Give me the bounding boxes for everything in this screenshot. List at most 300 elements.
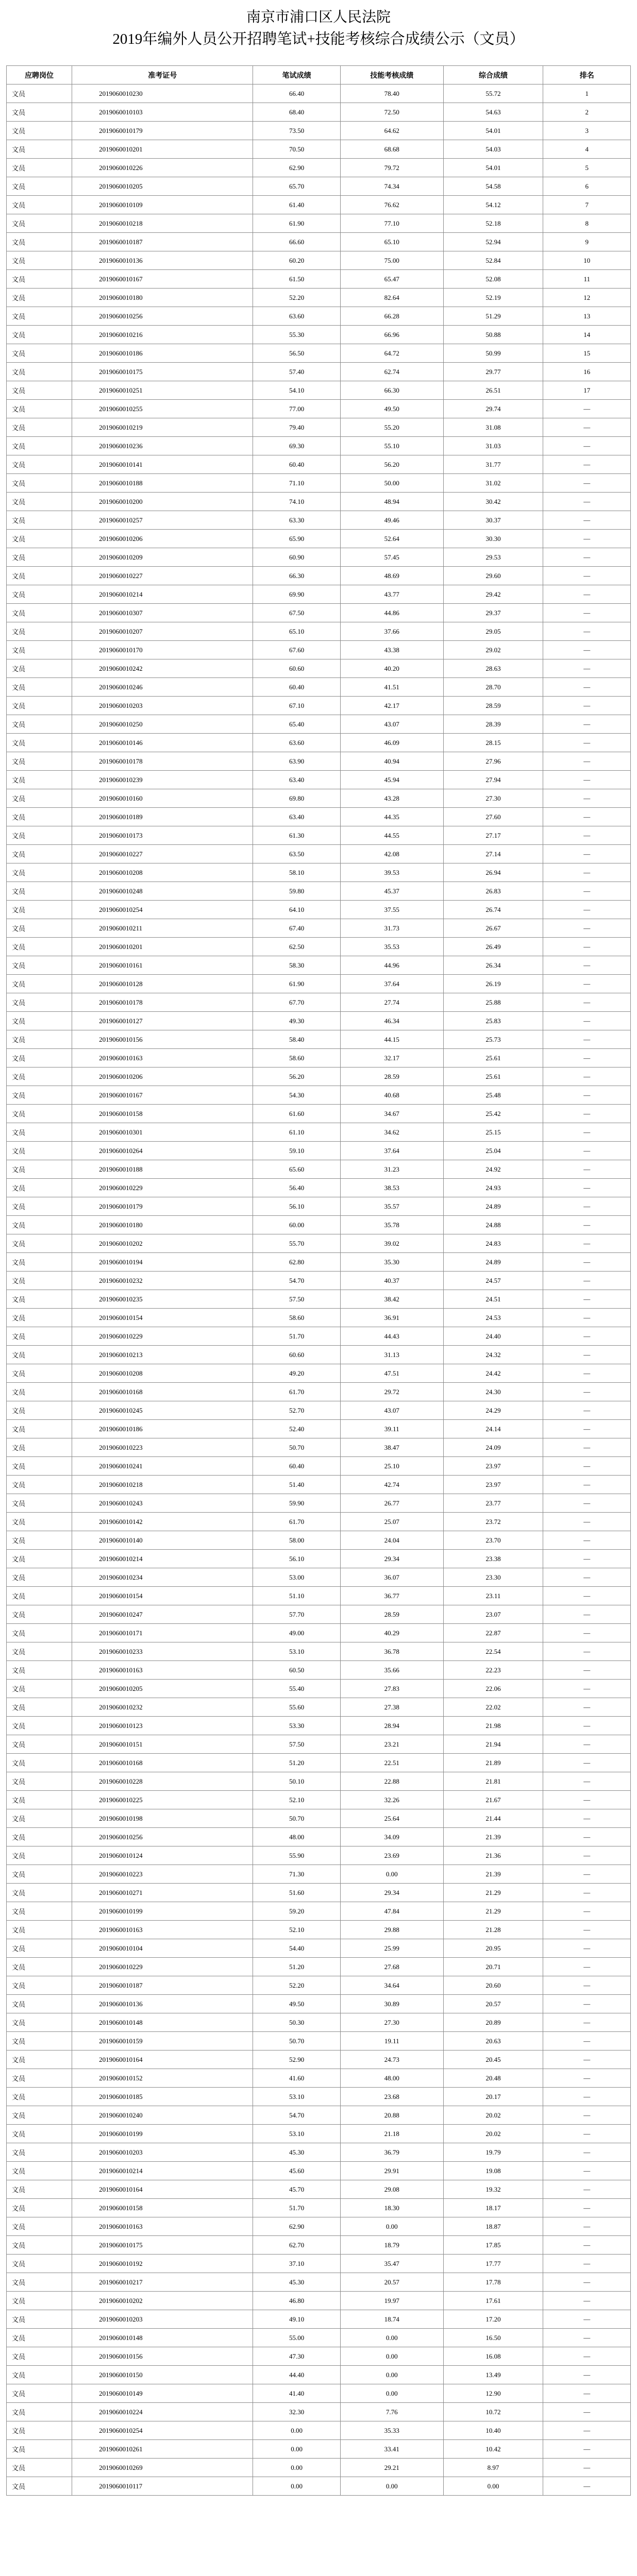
cell-rank: — xyxy=(543,1642,631,1661)
cell-skill-score: 64.72 xyxy=(340,344,443,363)
cell-skill-score: 65.10 xyxy=(340,233,443,251)
cell-written-score: 59.10 xyxy=(253,1142,341,1160)
cell-skill-score: 35.66 xyxy=(340,1661,443,1680)
cell-written-score: 53.30 xyxy=(253,1717,341,1735)
cell-written-score: 45.70 xyxy=(253,2180,341,2199)
cell-total-score: 24.09 xyxy=(443,1438,543,1457)
cell-total-score: 29.74 xyxy=(443,400,543,418)
cell-total-score: 26.34 xyxy=(443,956,543,975)
table-row xyxy=(7,715,631,734)
cell-total-score: 27.94 xyxy=(443,771,543,789)
cell-exam-number: 2019060010189 xyxy=(72,808,253,826)
cell-rank: — xyxy=(543,882,631,901)
cell-total-score: 31.77 xyxy=(443,455,543,474)
cell-total-score: 26.83 xyxy=(443,882,543,901)
cell-skill-score: 40.68 xyxy=(340,1086,443,1105)
cell-exam-number: 2019060010168 xyxy=(72,1754,253,1772)
table-row xyxy=(7,567,631,585)
table-row xyxy=(7,1030,631,1049)
cell-total-score: 27.14 xyxy=(443,845,543,863)
cell-position: 文员 xyxy=(7,2421,72,2440)
cell-total-score: 25.48 xyxy=(443,1086,543,1105)
cell-position: 文员 xyxy=(7,1568,72,1587)
cell-written-score: 74.10 xyxy=(253,493,341,511)
cell-exam-number: 2019060010136 xyxy=(72,251,253,270)
cell-skill-score: 72.50 xyxy=(340,103,443,122)
cell-skill-score: 42.74 xyxy=(340,1476,443,1494)
cell-rank: — xyxy=(543,1476,631,1494)
cell-written-score: 67.70 xyxy=(253,993,341,1012)
cell-written-score: 79.40 xyxy=(253,418,341,437)
table-row xyxy=(7,2347,631,2366)
column-header-exam-number: 准考证号 xyxy=(72,66,253,84)
table-row xyxy=(7,2384,631,2403)
table-row xyxy=(7,307,631,326)
cell-exam-number: 2019060010163 xyxy=(72,1921,253,1939)
cell-written-score: 60.60 xyxy=(253,659,341,678)
cell-skill-score: 31.23 xyxy=(340,1160,443,1179)
cell-total-score: 24.40 xyxy=(443,1327,543,1346)
table-row xyxy=(7,251,631,270)
cell-total-score: 51.29 xyxy=(443,307,543,326)
table-row xyxy=(7,1160,631,1179)
cell-total-score: 26.49 xyxy=(443,938,543,956)
cell-position: 文员 xyxy=(7,1976,72,1995)
cell-skill-score: 36.07 xyxy=(340,1568,443,1587)
table-row xyxy=(7,752,631,771)
cell-total-score: 26.74 xyxy=(443,901,543,919)
cell-rank: 2 xyxy=(543,103,631,122)
cell-exam-number: 2019060010224 xyxy=(72,2403,253,2421)
cell-position: 文员 xyxy=(7,641,72,659)
table-row xyxy=(7,808,631,826)
cell-skill-score: 24.73 xyxy=(340,2050,443,2069)
cell-rank: — xyxy=(543,2088,631,2106)
cell-skill-score: 7.76 xyxy=(340,2403,443,2421)
cell-written-score: 54.40 xyxy=(253,1939,341,1958)
table-row xyxy=(7,2050,631,2069)
table-row xyxy=(7,437,631,455)
cell-position: 文员 xyxy=(7,2069,72,2088)
cell-position: 文员 xyxy=(7,1253,72,1272)
cell-position: 文员 xyxy=(7,511,72,530)
cell-position: 文员 xyxy=(7,2329,72,2347)
cell-exam-number: 2019060010161 xyxy=(72,956,253,975)
cell-total-score: 29.77 xyxy=(443,363,543,381)
cell-position: 文员 xyxy=(7,381,72,400)
cell-written-score: 69.30 xyxy=(253,437,341,455)
cell-rank: — xyxy=(543,1105,631,1123)
cell-exam-number: 2019060010192 xyxy=(72,2255,253,2273)
table-row xyxy=(7,177,631,196)
cell-exam-number: 2019060010124 xyxy=(72,1846,253,1865)
cell-exam-number: 2019060010163 xyxy=(72,1661,253,1680)
table-row xyxy=(7,1754,631,1772)
cell-exam-number: 2019060010205 xyxy=(72,177,253,196)
cell-written-score: 62.80 xyxy=(253,1253,341,1272)
cell-written-score: 65.40 xyxy=(253,715,341,734)
cell-rank: — xyxy=(543,2032,631,2050)
table-row xyxy=(7,1735,631,1754)
cell-total-score: 23.97 xyxy=(443,1457,543,1476)
table-row xyxy=(7,2273,631,2292)
cell-skill-score: 27.30 xyxy=(340,2013,443,2032)
cell-written-score: 52.40 xyxy=(253,1420,341,1438)
cell-position: 文员 xyxy=(7,1958,72,1976)
cell-total-score: 29.02 xyxy=(443,641,543,659)
cell-position: 文员 xyxy=(7,1921,72,1939)
cell-rank: — xyxy=(543,2143,631,2162)
cell-written-score: 55.00 xyxy=(253,2329,341,2347)
cell-position: 文员 xyxy=(7,177,72,196)
cell-position: 文员 xyxy=(7,659,72,678)
cell-rank: 17 xyxy=(543,381,631,400)
cell-written-score: 60.40 xyxy=(253,1457,341,1476)
cell-position: 文员 xyxy=(7,2199,72,2217)
cell-rank: — xyxy=(543,2459,631,2477)
cell-skill-score: 40.94 xyxy=(340,752,443,771)
cell-skill-score: 43.28 xyxy=(340,789,443,808)
cell-total-score: 25.83 xyxy=(443,1012,543,1030)
table-row xyxy=(7,1717,631,1735)
cell-total-score: 20.60 xyxy=(443,1976,543,1995)
cell-written-score: 66.40 xyxy=(253,84,341,103)
cell-rank: — xyxy=(543,863,631,882)
cell-written-score: 60.20 xyxy=(253,251,341,270)
cell-written-score: 0.00 xyxy=(253,2477,341,2496)
cell-skill-score: 32.26 xyxy=(340,1791,443,1809)
cell-skill-score: 66.30 xyxy=(340,381,443,400)
cell-rank: 14 xyxy=(543,326,631,344)
cell-position: 文员 xyxy=(7,363,72,381)
cell-total-score: 21.98 xyxy=(443,1717,543,1735)
cell-total-score: 29.05 xyxy=(443,622,543,641)
cell-written-score: 58.10 xyxy=(253,863,341,882)
cell-total-score: 25.73 xyxy=(443,1030,543,1049)
cell-exam-number: 2019060010202 xyxy=(72,1234,253,1253)
cell-exam-number: 2019060010230 xyxy=(72,84,253,103)
cell-total-score: 19.08 xyxy=(443,2162,543,2180)
cell-exam-number: 2019060010240 xyxy=(72,2106,253,2125)
cell-exam-number: 2019060010123 xyxy=(72,1717,253,1735)
cell-exam-number: 2019060010248 xyxy=(72,882,253,901)
cell-position: 文员 xyxy=(7,1290,72,1309)
cell-written-score: 52.10 xyxy=(253,1921,341,1939)
cell-total-score: 29.53 xyxy=(443,548,543,567)
cell-total-score: 16.08 xyxy=(443,2347,543,2366)
cell-skill-score: 36.79 xyxy=(340,2143,443,2162)
table-row xyxy=(7,400,631,418)
cell-position: 文员 xyxy=(7,1828,72,1846)
cell-exam-number: 2019060010229 xyxy=(72,1327,253,1346)
cell-written-score: 49.30 xyxy=(253,1012,341,1030)
cell-exam-number: 2019060010203 xyxy=(72,2143,253,2162)
table-row xyxy=(7,697,631,715)
cell-position: 文员 xyxy=(7,326,72,344)
cell-total-score: 21.29 xyxy=(443,1902,543,1921)
cell-position: 文员 xyxy=(7,1067,72,1086)
cell-position: 文员 xyxy=(7,214,72,233)
table-row xyxy=(7,938,631,956)
cell-skill-score: 27.83 xyxy=(340,1680,443,1698)
cell-skill-score: 39.11 xyxy=(340,1420,443,1438)
cell-position: 文员 xyxy=(7,1754,72,1772)
cell-exam-number: 2019060010175 xyxy=(72,363,253,381)
table-row xyxy=(7,1605,631,1624)
cell-written-score: 52.20 xyxy=(253,1976,341,1995)
cell-written-score: 63.60 xyxy=(253,734,341,752)
cell-position: 文员 xyxy=(7,1030,72,1049)
table-row xyxy=(7,1401,631,1420)
cell-total-score: 31.08 xyxy=(443,418,543,437)
table-row xyxy=(7,289,631,307)
cell-skill-score: 66.96 xyxy=(340,326,443,344)
cell-position: 文员 xyxy=(7,2310,72,2329)
cell-rank: — xyxy=(543,1958,631,1976)
cell-written-score: 49.00 xyxy=(253,1624,341,1642)
cell-rank: — xyxy=(543,2069,631,2088)
cell-skill-score: 28.59 xyxy=(340,1605,443,1624)
table-row xyxy=(7,622,631,641)
cell-position: 文员 xyxy=(7,1884,72,1902)
cell-written-score: 51.20 xyxy=(253,1754,341,1772)
cell-total-score: 20.17 xyxy=(443,2088,543,2106)
cell-total-score: 55.72 xyxy=(443,84,543,103)
cell-total-score: 52.94 xyxy=(443,233,543,251)
cell-exam-number: 2019060010170 xyxy=(72,641,253,659)
cell-exam-number: 2019060010251 xyxy=(72,381,253,400)
cell-written-score: 58.60 xyxy=(253,1309,341,1327)
cell-position: 文员 xyxy=(7,826,72,845)
cell-written-score: 61.10 xyxy=(253,1123,341,1142)
cell-rank: — xyxy=(543,1902,631,1921)
cell-rank: — xyxy=(543,1661,631,1680)
cell-position: 文员 xyxy=(7,882,72,901)
cell-position: 文员 xyxy=(7,1605,72,1624)
table-row xyxy=(7,1309,631,1327)
cell-total-score: 19.32 xyxy=(443,2180,543,2199)
cell-skill-score: 25.10 xyxy=(340,1457,443,1476)
table-row xyxy=(7,2403,631,2421)
cell-skill-score: 75.00 xyxy=(340,251,443,270)
cell-total-score: 13.49 xyxy=(443,2366,543,2384)
cell-rank: 4 xyxy=(543,140,631,159)
cell-skill-score: 39.53 xyxy=(340,863,443,882)
cell-total-score: 19.79 xyxy=(443,2143,543,2162)
cell-exam-number: 2019060010223 xyxy=(72,1438,253,1457)
cell-rank: 8 xyxy=(543,214,631,233)
cell-position: 文员 xyxy=(7,1698,72,1717)
cell-exam-number: 2019060010140 xyxy=(72,1531,253,1550)
cell-rank: — xyxy=(543,1049,631,1067)
cell-position: 文员 xyxy=(7,140,72,159)
cell-exam-number: 2019060010173 xyxy=(72,826,253,845)
cell-written-score: 55.90 xyxy=(253,1846,341,1865)
cell-skill-score: 31.13 xyxy=(340,1346,443,1364)
cell-total-score: 28.39 xyxy=(443,715,543,734)
table-row xyxy=(7,2310,631,2329)
cell-written-score: 55.70 xyxy=(253,1234,341,1253)
cell-position: 文员 xyxy=(7,863,72,882)
cell-rank: 6 xyxy=(543,177,631,196)
cell-skill-score: 44.35 xyxy=(340,808,443,826)
cell-total-score: 54.01 xyxy=(443,159,543,177)
cell-exam-number: 2019060010148 xyxy=(72,2329,253,2347)
cell-written-score: 53.10 xyxy=(253,1642,341,1661)
cell-total-score: 24.42 xyxy=(443,1364,543,1383)
cell-exam-number: 2019060010256 xyxy=(72,1828,253,1846)
cell-exam-number: 2019060010216 xyxy=(72,326,253,344)
cell-skill-score: 50.00 xyxy=(340,474,443,493)
cell-rank: — xyxy=(543,993,631,1012)
cell-skill-score: 25.64 xyxy=(340,1809,443,1828)
cell-position: 文员 xyxy=(7,2366,72,2384)
cell-skill-score: 34.64 xyxy=(340,1976,443,1995)
cell-exam-number: 2019060010141 xyxy=(72,455,253,474)
cell-skill-score: 0.00 xyxy=(340,1865,443,1884)
cell-exam-number: 2019060010218 xyxy=(72,214,253,233)
cell-position: 文员 xyxy=(7,1531,72,1550)
cell-position: 文员 xyxy=(7,270,72,289)
cell-skill-score: 0.00 xyxy=(340,2347,443,2366)
cell-skill-score: 77.10 xyxy=(340,214,443,233)
cell-position: 文员 xyxy=(7,1179,72,1197)
cell-written-score: 55.60 xyxy=(253,1698,341,1717)
cell-written-score: 57.70 xyxy=(253,1605,341,1624)
cell-exam-number: 2019060010186 xyxy=(72,1420,253,1438)
table-row xyxy=(7,344,631,363)
cell-total-score: 20.48 xyxy=(443,2069,543,2088)
cell-position: 文员 xyxy=(7,2217,72,2236)
cell-skill-score: 29.34 xyxy=(340,1550,443,1568)
cell-exam-number: 2019060010202 xyxy=(72,2292,253,2310)
table-row xyxy=(7,2013,631,2032)
cell-exam-number: 2019060010235 xyxy=(72,1290,253,1309)
cell-written-score: 61.40 xyxy=(253,196,341,214)
cell-exam-number: 2019060010168 xyxy=(72,1383,253,1401)
cell-position: 文员 xyxy=(7,1216,72,1234)
cell-position: 文员 xyxy=(7,437,72,455)
cell-rank: — xyxy=(543,715,631,734)
table-row xyxy=(7,2199,631,2217)
cell-exam-number: 2019060010217 xyxy=(72,2273,253,2292)
cell-written-score: 65.60 xyxy=(253,1160,341,1179)
cell-skill-score: 82.64 xyxy=(340,289,443,307)
table-body xyxy=(7,84,631,2496)
cell-rank: — xyxy=(543,1067,631,1086)
cell-total-score: 24.53 xyxy=(443,1309,543,1327)
table-row xyxy=(7,1809,631,1828)
cell-rank: — xyxy=(543,1197,631,1216)
cell-written-score: 77.00 xyxy=(253,400,341,418)
cell-skill-score: 39.02 xyxy=(340,1234,443,1253)
cell-rank: 15 xyxy=(543,344,631,363)
page-title: 2019年编外人员公开招聘笔试+技能考核综合成绩公示（文员） xyxy=(112,31,525,47)
cell-exam-number: 2019060010175 xyxy=(72,2236,253,2255)
cell-total-score: 20.89 xyxy=(443,2013,543,2032)
cell-rank: — xyxy=(543,1976,631,1995)
cell-rank: — xyxy=(543,1995,631,2013)
cell-skill-score: 31.73 xyxy=(340,919,443,938)
cell-exam-number: 2019060010178 xyxy=(72,752,253,771)
cell-position: 文员 xyxy=(7,808,72,826)
table-row xyxy=(7,2255,631,2273)
cell-position: 文员 xyxy=(7,1587,72,1605)
cell-rank: — xyxy=(543,2347,631,2366)
table-row xyxy=(7,882,631,901)
cell-exam-number: 2019060010214 xyxy=(72,585,253,604)
cell-rank: — xyxy=(543,2180,631,2199)
cell-written-score: 58.30 xyxy=(253,956,341,975)
cell-written-score: 67.50 xyxy=(253,604,341,622)
table-row xyxy=(7,863,631,882)
cell-position: 文员 xyxy=(7,418,72,437)
table-row xyxy=(7,2366,631,2384)
cell-total-score: 27.30 xyxy=(443,789,543,808)
cell-position: 文员 xyxy=(7,1846,72,1865)
cell-total-score: 26.51 xyxy=(443,381,543,400)
cell-written-score: 63.90 xyxy=(253,752,341,771)
cell-position: 文员 xyxy=(7,307,72,326)
cell-total-score: 25.42 xyxy=(443,1105,543,1123)
cell-exam-number: 2019060010188 xyxy=(72,1160,253,1179)
cell-rank: 10 xyxy=(543,251,631,270)
cell-written-score: 61.70 xyxy=(253,1513,341,1531)
cell-position: 文员 xyxy=(7,84,72,103)
cell-position: 文员 xyxy=(7,2032,72,2050)
cell-skill-score: 38.42 xyxy=(340,1290,443,1309)
cell-exam-number: 2019060010146 xyxy=(72,734,253,752)
cell-skill-score: 30.89 xyxy=(340,1995,443,2013)
cell-exam-number: 2019060010163 xyxy=(72,1049,253,1067)
cell-written-score: 50.10 xyxy=(253,1772,341,1791)
cell-position: 文员 xyxy=(7,1197,72,1216)
cell-skill-score: 29.34 xyxy=(340,1884,443,1902)
cell-position: 文员 xyxy=(7,2384,72,2403)
cell-rank: — xyxy=(543,567,631,585)
table-row xyxy=(7,418,631,437)
cell-rank: 5 xyxy=(543,159,631,177)
cell-exam-number: 2019060010128 xyxy=(72,975,253,993)
cell-written-score: 69.80 xyxy=(253,789,341,808)
cell-rank: — xyxy=(543,1457,631,1476)
cell-written-score: 41.60 xyxy=(253,2069,341,2088)
cell-rank: — xyxy=(543,1587,631,1605)
cell-skill-score: 22.88 xyxy=(340,1772,443,1791)
column-header-position: 应聘岗位 xyxy=(7,66,72,84)
table-row xyxy=(7,789,631,808)
table-row xyxy=(7,1939,631,1958)
cell-exam-number: 2019060010185 xyxy=(72,2088,253,2106)
cell-total-score: 17.61 xyxy=(443,2292,543,2310)
cell-exam-number: 2019060010242 xyxy=(72,659,253,678)
cell-total-score: 21.44 xyxy=(443,1809,543,1828)
cell-rank: — xyxy=(543,1865,631,1884)
table-row xyxy=(7,363,631,381)
cell-position: 文员 xyxy=(7,2013,72,2032)
cell-rank: — xyxy=(543,511,631,530)
cell-position: 文员 xyxy=(7,2403,72,2421)
cell-skill-score: 79.72 xyxy=(340,159,443,177)
cell-position: 文员 xyxy=(7,1401,72,1420)
cell-rank: — xyxy=(543,2013,631,2032)
table-row xyxy=(7,1531,631,1550)
table-row xyxy=(7,140,631,159)
cell-written-score: 68.40 xyxy=(253,103,341,122)
cell-total-score: 8.97 xyxy=(443,2459,543,2477)
cell-rank: — xyxy=(543,752,631,771)
cell-written-score: 47.30 xyxy=(253,2347,341,2366)
